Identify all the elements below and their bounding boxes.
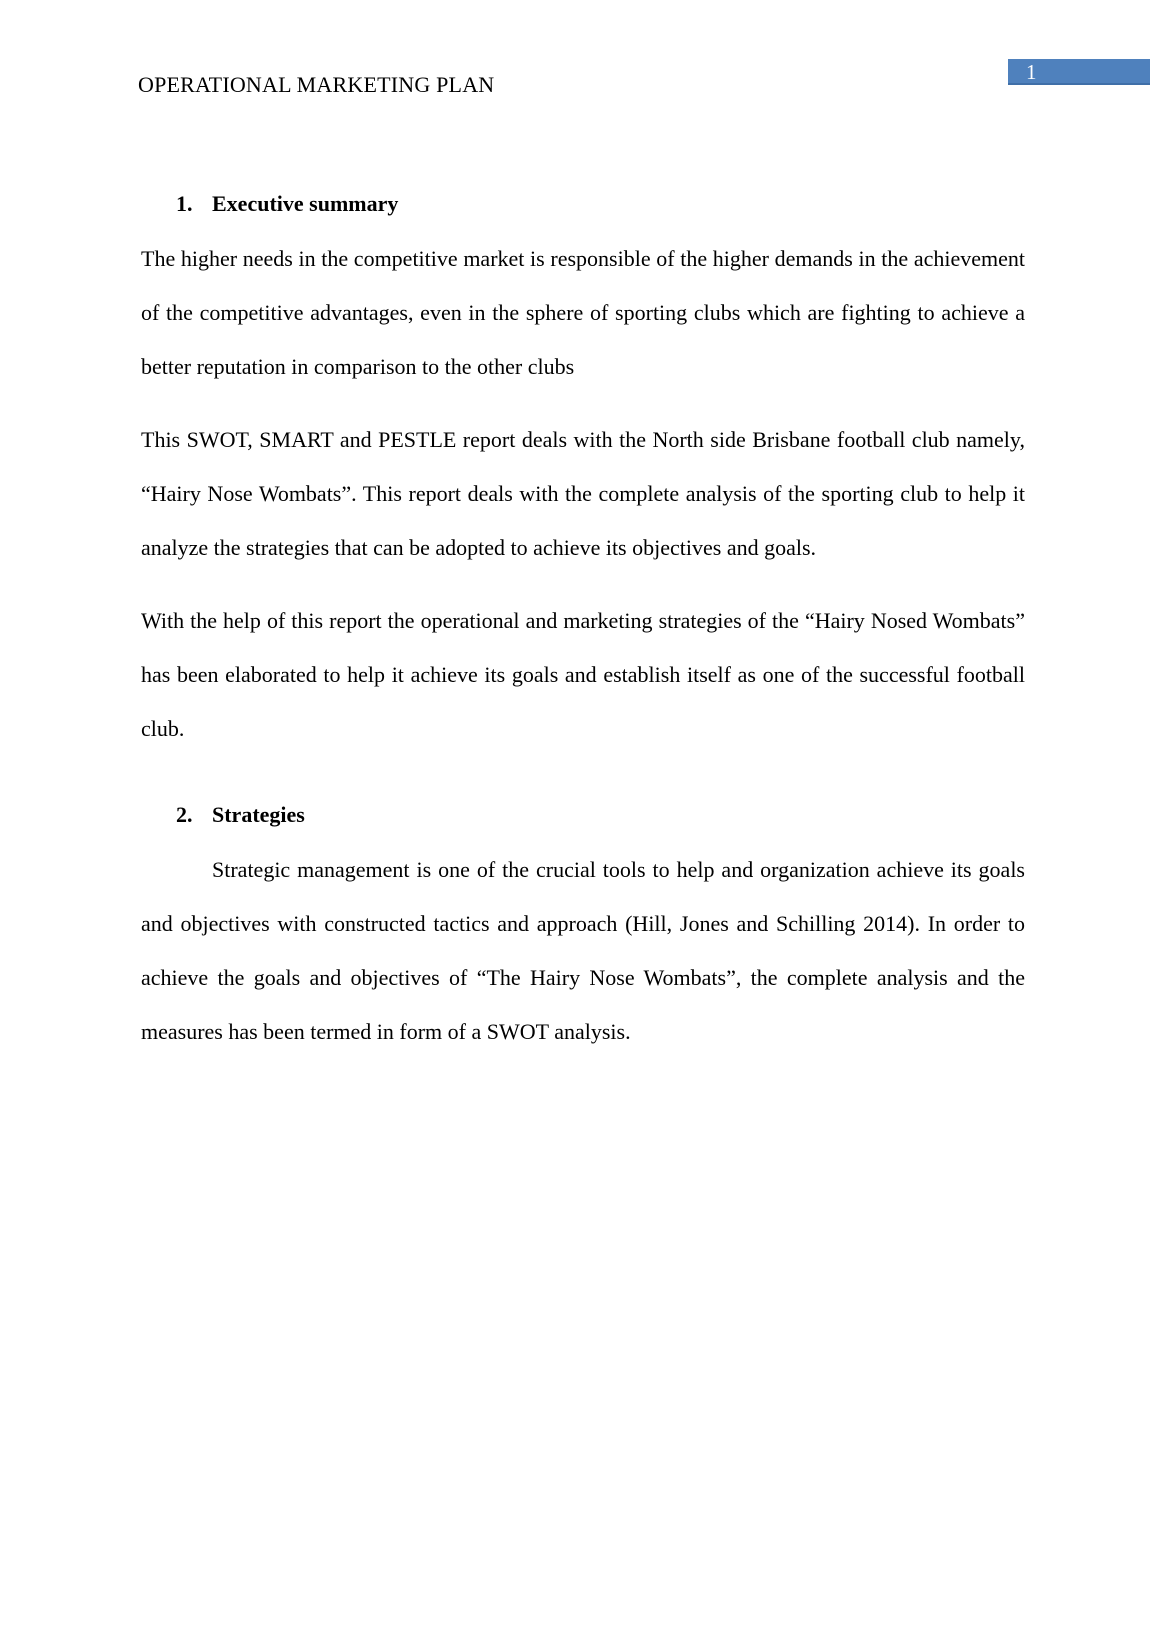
page-number-box (1008, 59, 1150, 85)
section-number: 2. (176, 802, 193, 827)
page-number: 1 (1026, 60, 1037, 84)
paragraph: With the help of this report the operational and marketing strategies of the “Hairy Nosed Wombats” has been elaborated to help it achieve its goals and establish itself as one of the successful football club. (141, 608, 1025, 741)
section-number: 1. (176, 191, 193, 216)
section-spacer (141, 775, 1025, 797)
section-heading-strategies (176, 797, 1025, 833)
paragraph: This SWOT, SMART and PESTLE report deals with the North side Brisbane football club namely, “Hairy Nose Wombats”. This report deals with the complete analysis of the sporting club to help it analyze the strategies that can be adopted to achieve its objectives and goals. (141, 427, 1025, 560)
running-head: OPERATIONAL MARKETING PLAN (138, 72, 495, 97)
section-heading-executive-summary (176, 186, 1025, 222)
paragraph: The higher needs in the competitive market is responsible of the higher demands in the achievement of the competitive advantages, even in the sphere of sporting clubs which are fighting to achieve a better reputation in comparison to the other clubs (141, 246, 1025, 379)
section-title: Strategies (212, 802, 305, 827)
paragraph: Strategic management is one of the crucial tools to help and organization achieve its goals and objectives with constructed tactics and approach (Hill, Jones and Schilling 2014). In order to achieve the goals and objectives of “The Hairy Nose Wombats”, the complete analysis and the measures has been termed in form of a SWOT analysis. (141, 857, 1025, 1044)
document-body (141, 186, 1025, 1078)
section-title: Executive summary (212, 191, 399, 216)
